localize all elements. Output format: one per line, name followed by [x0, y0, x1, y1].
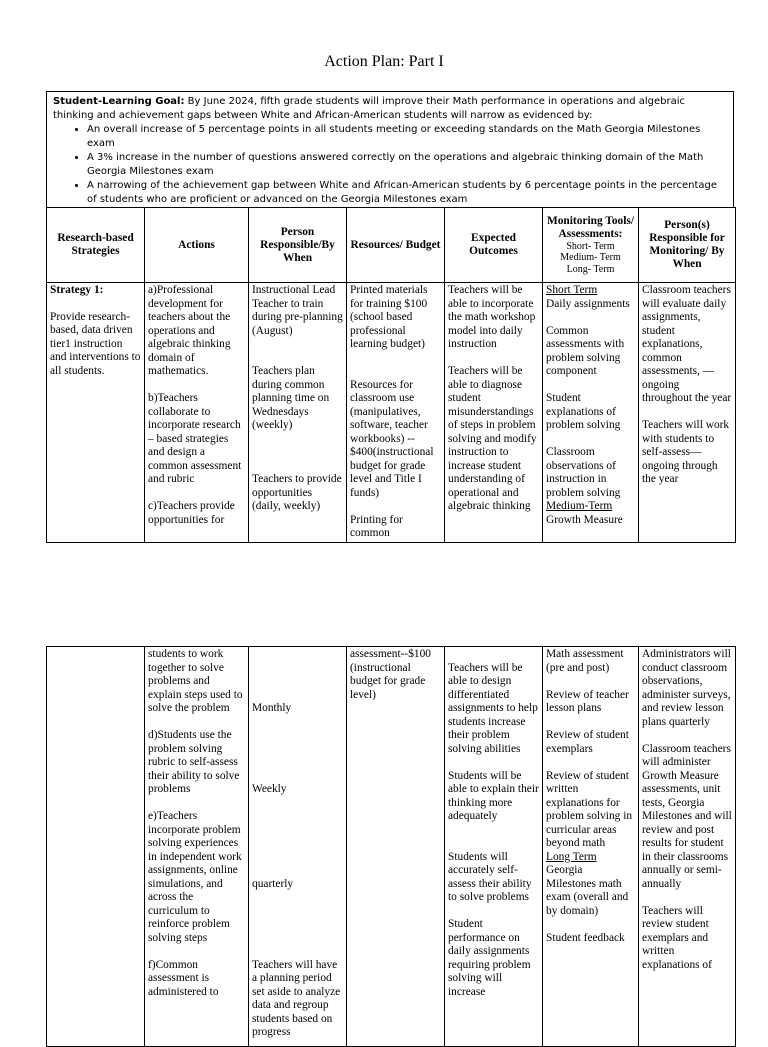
medium-term-label: Medium-Term	[546, 500, 613, 512]
goal-bullet: • An overall increase of 5 percentage points in all students meeting or exceeding standards on the Math Georgia Milestones exam	[87, 123, 727, 151]
resources-cell: assessment--$100 (instructional budget for grade level)	[347, 647, 445, 1047]
monitoring-cell	[543, 647, 639, 1047]
action-plan-table-part2	[46, 646, 736, 1047]
monitoring-tail: Growth Measure	[546, 513, 623, 526]
resources-cell: Printed materials for training $100 (school based professional learning budget) Resources for classroom use (manipulatives, software, teacher workbooks) -- $400(instructional budget for grade level and Title I funds) Printing for common	[347, 283, 445, 543]
outcomes-cell: Teachers will be able to design differentiated assignments to help students increase their problem solving abilities Students will be able to explain their thinking more adequately Students will accurately self-assess their ability to solve problems Student performance on daily assignments requiring problem solving will increase	[445, 647, 543, 1047]
monitoring-text: Math assessment (pre and post) Review of teacher lesson plans Review of student exemplars Review of student written explanations for problem solving in curricular areas beyond math	[546, 648, 633, 849]
strategy-cell	[47, 647, 145, 1047]
monitoring-text: Daily assignments Common assessments with problem solving component Student explanations of problem solving Classroom observations of instruction in problem solving	[546, 297, 630, 499]
monitoring-cell	[543, 283, 639, 543]
goal-bullet: • A narrowing of the achievement gap between White and African-American students by 6 percentage points in the percentage of students who are proficient or advanced on the Georgia Milestones exam	[87, 179, 727, 207]
header-resources: Resources/ Budget	[347, 208, 445, 283]
goal-bullet: • A 3% increase in the number of questions answered correctly on the operations and algebraic thinking domain of the Math Georgia Milestones exam	[87, 151, 727, 179]
actions-cell: students to work together to solve problems and explain steps used to solve the problem d)Students use the problem solving rubric to self-assess their ability to solve problems e)Teachers incorporate problem solving experiences in independent work assignments, online simulations, and across the curriculum to reinforce problem solving steps f)Common assessment is administered to	[145, 647, 249, 1047]
action-plan-table-part1	[46, 207, 736, 543]
outcomes-cell: Teachers will be able to incorporate the math workshop model into daily instruction Teachers will be able to diagnose student misunderstandings of steps in problem solving and modify instruction to increase student understanding of operational and algebraic thinking	[445, 283, 543, 543]
persons-monitoring-cell: Classroom teachers will evaluate daily assignments, student explanations, common assessments, — ongoing throughout the year Teachers will work with students to self-assess—ongoing through the year	[639, 283, 736, 543]
goal-text: By June 2024, fifth grade students will improve their Math performance in operations and algebraic thinking and achievement gaps between White and African-American students will narrow as evidenced by:	[53, 96, 686, 121]
person-cell: Instructional Lead Teacher to train during pre-planning (August) Teachers plan during common planning time on Wednesdays (weekly) Teachers to provide opportunities (daily, weekly)	[249, 283, 347, 543]
monitoring-tail: Georgia Milestones math exam (overall and by domain) Student feedback	[546, 864, 629, 944]
goal-bullets	[53, 123, 727, 207]
header-persons-monitoring: Person(s) Responsible for Monitoring/ By When	[639, 208, 736, 283]
student-learning-goal	[46, 91, 734, 208]
table-row	[47, 647, 736, 1047]
header-expected-outcomes: Expected Outcomes	[445, 208, 543, 283]
header-monitoring-title: Monitoring Tools/ Assessments:	[546, 214, 635, 240]
page-title: Action Plan: Part I	[324, 53, 444, 70]
header-strategies: Research-based Strategies	[47, 208, 145, 283]
table-row	[47, 283, 736, 543]
strategy-cell	[47, 283, 145, 543]
persons-monitoring-cell: Administrators will conduct classroom observations, administer surveys, and review lesson plans quarterly Classroom teachers will administer Growth Measure assessments, unit tests, Georgia Milestones and will review and post results for student in their classrooms annually or semi-annually Teachers will review student exemplars and written explanations of	[639, 647, 736, 1047]
goal-paragraph	[53, 95, 727, 123]
header-row	[47, 208, 736, 283]
actions-cell: a)Professional development for teachers about the operations and algebraic thinking domain of mathematics. b)Teachers collaborate to incorporate research – based strategies and design a common assessment and rubric c)Teachers provide opportunities for	[145, 283, 249, 543]
goal-label: Student-Learning Goal:	[53, 96, 185, 107]
header-actions: Actions	[145, 208, 249, 283]
strategy-title: Strategy 1:	[50, 284, 104, 296]
header-monitoring-terms: Short- Term Medium- Term Long- Term	[560, 240, 621, 275]
strategy-text: Provide research-based, data driven tier1 instruction and interventions to all students.	[50, 310, 141, 377]
header-person-responsible: Person Responsible/By When	[249, 208, 347, 283]
person-cell: Monthly Weekly quarterly Teachers will have a planning period set aside to analyze data and regroup students based on progress	[249, 647, 347, 1047]
short-term-label: Short Term	[546, 284, 598, 296]
header-monitoring-tools	[543, 208, 639, 283]
long-term-label: Long Term	[546, 850, 597, 863]
